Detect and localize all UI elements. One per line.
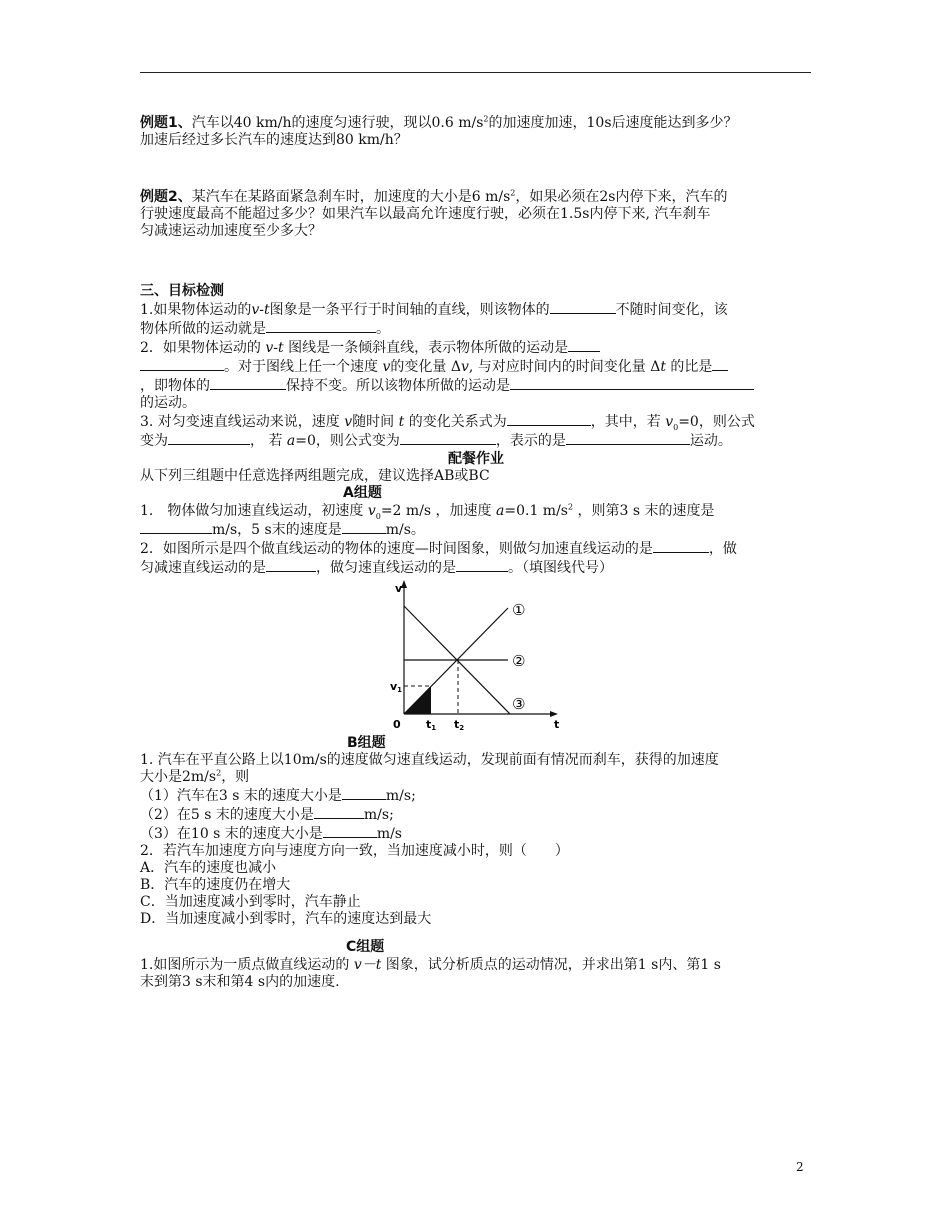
example-2-text-b: ，如果必须在2s内停下来，汽车的 xyxy=(515,189,728,205)
s3-q2-vt: v-t xyxy=(265,340,284,356)
s3-q2-text-e: , 与对应时间内的时间变化量 Δ xyxy=(468,359,661,375)
b-q2-option-a: A．汽车的速度也减小 xyxy=(140,860,277,876)
b-q1-sub1-unit: m/s; xyxy=(385,788,416,804)
t-axis-label: t xyxy=(554,718,560,731)
s3-q2-text: 2．如果物体运动的 xyxy=(140,340,266,356)
group-b-title: B组题 xyxy=(347,735,386,751)
b-q2-option-b: B．汽车的速度仍在增大 xyxy=(140,877,291,893)
example-1-text-a: 汽车以40 km/h的速度匀速行驶，现以0.6 m/s xyxy=(191,115,484,131)
example-2-sup: 2 xyxy=(510,188,516,198)
group-a-title: A组题 xyxy=(343,485,382,501)
example-1-text-b: 的加速度加速，10s后速度能达到多少？ xyxy=(488,115,738,131)
group-c-title: C组题 xyxy=(346,939,385,955)
s3-q3-text-e: =0，则公式 xyxy=(678,414,755,430)
s3-q3-v: v xyxy=(344,414,353,430)
blank[interactable] xyxy=(342,786,386,800)
line-1-label: ① xyxy=(512,601,526,619)
s3-q3-text-b: 随时间 xyxy=(352,414,399,430)
blank[interactable] xyxy=(140,520,212,534)
group-b xyxy=(140,752,812,928)
vt-graph-figure xyxy=(386,576,576,732)
line-2-label: ② xyxy=(512,652,526,670)
s3-q2-text-i: 的运动。 xyxy=(140,395,196,411)
c-q1-text-c: 末到第3 s末和第4 s内的加速度. xyxy=(140,974,340,990)
b-q1-sup: 2 xyxy=(216,768,222,778)
s3-q3-text-h: =0，则公式变为 xyxy=(295,433,400,449)
a-q1-v0: v xyxy=(367,503,376,519)
v1-label: v1 xyxy=(390,680,403,694)
blank[interactable] xyxy=(266,319,376,333)
blank[interactable] xyxy=(314,805,364,819)
b-q1-text-c: ，则 xyxy=(221,769,250,785)
s3-q1-text-e: 。 xyxy=(376,321,390,337)
s3-q2-text-g: ，即物体的 xyxy=(140,378,210,394)
s3-q3-text-g: ， 若 xyxy=(250,433,287,449)
example-1 xyxy=(140,115,812,149)
b-q1-sub2-unit: m/s; xyxy=(363,807,394,823)
a-q1-text-b: =2 m/s ，加速度 xyxy=(380,503,496,519)
homework-title: 配餐作业 xyxy=(448,451,504,467)
blank[interactable] xyxy=(566,431,690,445)
header-rule xyxy=(140,72,811,73)
s3-q2-dv: v xyxy=(460,359,469,375)
c-q1-vt: v－t xyxy=(353,957,382,973)
a-q1-text-e: m/s，5 s末的速度是 xyxy=(212,522,342,538)
s3-q2-text-b: 图线是一条倾斜直线，表示物体所做的运动是 xyxy=(283,340,569,356)
a-q2-text-e: 。（填图线代号） xyxy=(508,560,613,576)
blank[interactable] xyxy=(400,431,496,445)
c-q1-text-b: 图象，试分析质点的运动情况，并求出第1 s内、第1 s xyxy=(381,957,721,973)
b-q1-text-b: 大小是2m/s xyxy=(140,769,217,785)
example-2 xyxy=(140,189,812,240)
a-q1-sup: 2 xyxy=(567,502,574,512)
a-q1-text-d: ，则第3 s 末的速度是 xyxy=(573,503,715,519)
s3-q2-text-d: 的变化量 Δ xyxy=(390,359,461,375)
a-q1-text: 1． 物体做匀加速直线运动，初速度 xyxy=(140,503,368,519)
s3-q3-text-c: 的变化关系式为 xyxy=(404,414,507,430)
homework-intro: 从下列三组题中任意选择两组题完成，建议选择AB或BC xyxy=(140,468,490,484)
s3-q2-text-h: 保持不变。所以该物体所做的运动是 xyxy=(286,378,510,394)
blank[interactable] xyxy=(653,539,709,553)
s3-q1-vt: v-t xyxy=(251,302,270,318)
page-number: 2 xyxy=(796,1160,804,1174)
a-q1-v0-sub: 0 xyxy=(375,511,381,521)
blank[interactable] xyxy=(168,431,250,445)
a-q2-text-c: 匀减速直线运动的是 xyxy=(140,560,266,576)
s3-q3-text-f: 变为 xyxy=(140,433,168,449)
s3-q1-text-d: 物体所做的运动就是 xyxy=(140,321,266,337)
s3-q3-text-j: 运动。 xyxy=(689,433,732,449)
t-axis-arrow xyxy=(550,711,558,717)
group-c xyxy=(140,957,812,991)
b-q2-option-d: D．当加速度减小到零时，汽车的速度达到最大 xyxy=(140,911,432,927)
v-axis-label: v xyxy=(395,582,403,595)
a-q1-text-f: m/s。 xyxy=(385,522,425,538)
blank[interactable] xyxy=(507,412,591,426)
s3-q3-text: 3. 对匀变速直线运动来说，速度 xyxy=(140,414,345,430)
a-q1-text-c: =0.1 m/s xyxy=(504,503,568,519)
blank[interactable] xyxy=(210,376,286,390)
blank[interactable] xyxy=(568,338,600,352)
example-2-label: 例题2、 xyxy=(140,189,192,205)
s3-q3-text-d: ，其中，若 xyxy=(590,414,666,430)
s3-q3-v0-sub: 0 xyxy=(673,422,679,432)
t2-label: t2 xyxy=(454,718,465,732)
example-2-line3: 匀减速运动加速度至少多大？ xyxy=(140,223,322,239)
s3-q2-text-c: 。对于图线上任一个速度 xyxy=(224,359,383,375)
c-q1-text: 1.如图所示为一质点做直线运动的 xyxy=(140,957,354,973)
a-q1-a: a xyxy=(496,503,505,519)
b-q1-sub2: （2）在5 s 末的速度大小是 xyxy=(140,807,314,823)
b-q2-text: 2．若汽车加速度方向与速度方向一致，当加速度减小时，则（ ） xyxy=(140,843,569,859)
example-1-sup: 2 xyxy=(483,114,489,124)
example-2-line2: 行驶速度最高不能超过多少？如果汽车以最高允许速度行驶，必须在1.5s内停下来, 汽车刹车 xyxy=(140,206,711,222)
a-q2-text-b: ，做 xyxy=(708,541,737,557)
example-1-line2: 加速后经过多长汽车的速度达到80 km/h？ xyxy=(140,132,408,148)
line-3-label: ③ xyxy=(512,695,526,713)
s3-q3-text-i: ，表示的是 xyxy=(495,433,566,449)
b-q1-sub3: （3）在10 s 末的速度大小是 xyxy=(140,826,323,842)
blank[interactable] xyxy=(266,558,316,572)
s3-q2-v: v xyxy=(382,359,391,375)
b-q1-sub1: （1）汽车在3 s 末的速度大小是 xyxy=(140,788,342,804)
s3-q1-text: 1.如果物体运动的 xyxy=(140,302,252,318)
section-3-heading: 三、目标检测 xyxy=(140,283,224,299)
group-a xyxy=(140,503,812,577)
a-q2-text: 2．如图所示是四个做直线运动的物体的速度—时间图象，则做匀加速直线运动的是 xyxy=(140,541,653,557)
s3-q3-a: a xyxy=(286,433,296,449)
a-q2-text-d: ，做匀速直线运动的是 xyxy=(316,560,456,576)
s3-q2-t: t xyxy=(660,359,666,375)
s3-q2-text-f: 的比是 xyxy=(665,359,713,375)
s3-q3-v0: v xyxy=(665,414,674,430)
t1-label: t1 xyxy=(426,718,437,732)
blank[interactable] xyxy=(550,300,616,314)
s3-q1-text-b: 图象是一条平行于时间轴的直线，则该物体的 xyxy=(269,302,550,318)
example-1-label: 例题1、 xyxy=(140,115,192,131)
blank[interactable] xyxy=(140,357,224,371)
b-q2-option-c: C．当加速度减小到零时，汽车静止 xyxy=(140,894,361,910)
blank[interactable] xyxy=(342,520,386,534)
section-3 xyxy=(140,283,812,450)
origin-label: 0 xyxy=(393,718,401,731)
blank[interactable] xyxy=(510,376,754,390)
blank[interactable] xyxy=(456,558,508,572)
blank[interactable] xyxy=(712,357,728,371)
example-2-text-a: 某汽车在某路面紧急刹车时，加速度的大小是6 m/s xyxy=(191,189,511,205)
s3-q1-text-c: 不随时间变化，该 xyxy=(615,302,728,318)
s3-q3-t: t xyxy=(398,414,405,430)
b-q1-sub3-unit: m/s xyxy=(376,826,402,842)
b-q1-text: 1. 汽车在平直公路上以10m/s的速度做匀速直线运动，发现前面有情况而刹车，获得的加速度 xyxy=(140,752,719,768)
blank[interactable] xyxy=(323,824,377,838)
